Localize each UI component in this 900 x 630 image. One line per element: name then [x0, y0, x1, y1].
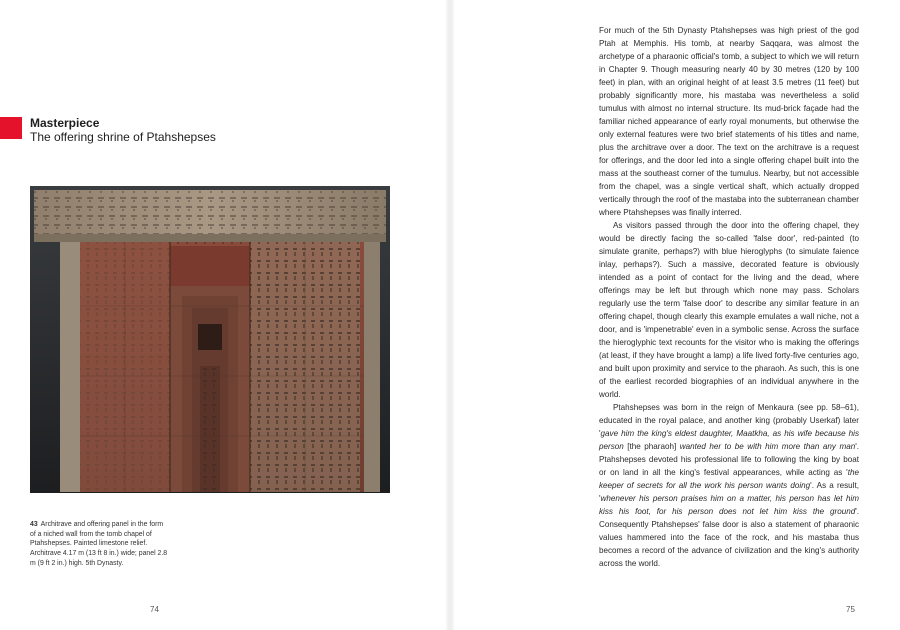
p3-quote-3: the keeper of secrets for all the work his person wants doing — [599, 468, 859, 490]
figure-caption — [30, 520, 170, 569]
section-marker — [0, 117, 22, 139]
body-paragraph-3 — [599, 401, 859, 570]
p3-text-5: '. Consequently Ptahshepses' false door is also a statement of pharaonic values hammered into the face of the rock, and his mastaba thus becomes a record of the advance of civilization and the king's authority across the world. — [599, 507, 859, 568]
p3-text-4: '. As a result, ' — [599, 481, 859, 503]
p3-text-1: Ptahshepses was born in the reign of Menkaura (see pp. 58–61), educated in the royal palace, and another king (probably Userkaf) later ' — [599, 403, 859, 438]
false-door-photo — [30, 186, 390, 493]
masterpiece-heading — [30, 116, 330, 144]
body-text — [599, 24, 859, 570]
caption-number: 43 — [30, 521, 38, 528]
p3-text-3: '. Ptahshepses devoted his professional life to following the king by boat or on land in all the king's festival appearances, while acting as ' — [599, 442, 859, 477]
heading-kicker: Masterpiece — [30, 116, 100, 130]
body-paragraph-2: As visitors passed through the door into the offering chapel, they would be directly facing the so-called 'false door', red-painted (to simulate granite, perhaps?) with blue hieroglyphs (to simulate faience inlay, perhaps?). Such a massive, decorated feature is obviously intended as a point of contact for the living and the dead, where offerings may be left but through which none may pass. Scholars regularly use the term 'false door' to describe any similar feature in an offering chapel, though clearly this example emulates a wall niche, not a door, and is 'impenetrable' even in a symbolic sense. Across the surface the hieroglyphic text recounts for the visitor who is making the offerings (at least, if they have brought a lamp) a life lived forty-five centuries ago, and built upon proximity and service to the pharaoh. As such, this is one of the earliest recorded biographies of an individual anywhere in the world. — [599, 221, 859, 399]
page-number-right: 75 — [846, 605, 855, 614]
p3-text-2: [the pharaoh] — [623, 442, 680, 451]
book-gutter — [446, 0, 454, 630]
page-number-left: 74 — [150, 605, 159, 614]
p3-quote-4: whenever his person praises him on a matter, his person has let him kiss his foot, for his person does not let him kiss the ground — [599, 494, 859, 516]
p3-quote-2: wanted her to be with him more than any man — [679, 442, 856, 451]
body-paragraph-1: For much of the 5th Dynasty Ptahshepses was high priest of the god Ptah at Memphis. His tomb, at nearby Saqqara, was almost the archetype of a pharaonic official's tomb, a subject to which we will return in Chapter 9. Though measuring nearly 40 by 30 metres (120 by 100 feet) in plan, with an original height of at least 3.5 metres (11 feet) but probably significantly more, his mastaba was nevertheless a solid tumulus with almost no internal structure. Its mud-brick façade had the familiar niched appearance of early royal monuments, but otherwise the only external features were two brief statements of his titles and name, plus the architrave over a door. The text on the architrave is a request for offerings, and the door led into a single offering chapel built into the mass at the southeast corner of the tumulus. Nearby, but not accessible from the chapel, was a single vertical shaft, which actually dropped vertically through the roof of the mastaba into the subterranean chamber where Ptahshepses was finally interred. — [599, 26, 859, 217]
caption-text: Architrave and offering panel in the form of a niched wall from the tomb chapel of Ptahshepses. Painted limestone relief. Architrave 4.17 m (13 ft 8 in.) wide; panel 2.8 m (9 ft 2 in.) high. 5th Dynasty. — [30, 521, 168, 567]
heading-title: The offering shrine of Ptahshepses — [30, 130, 216, 144]
p3-quote-1: gave him the king's eldest daughter, Maatkha, as his wife because his person — [599, 429, 859, 451]
